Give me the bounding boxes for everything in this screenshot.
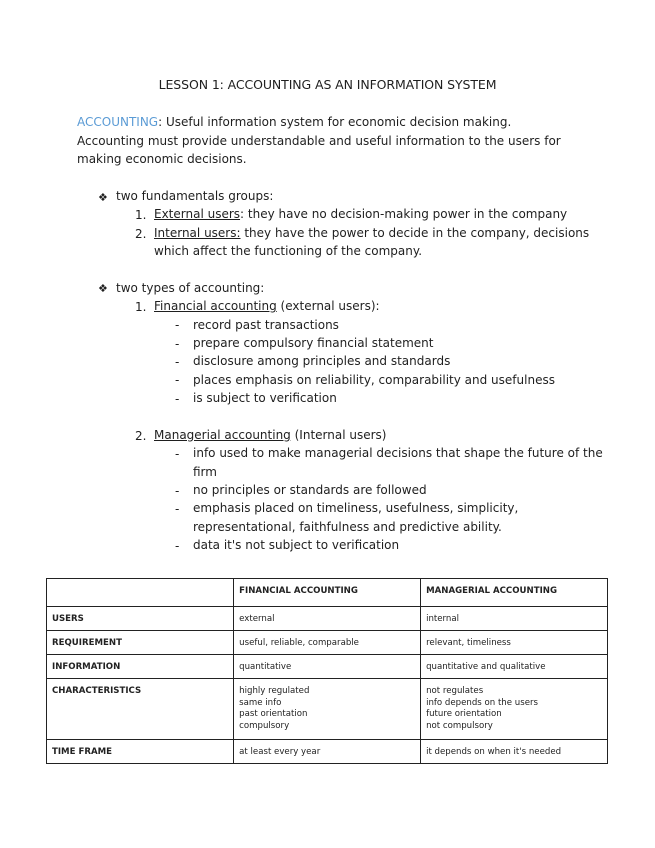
row-label: CHARACTERISTICS [47,679,234,740]
financial-point: places emphasis on reliability, comparability and usefulness [193,373,555,387]
group-desc-continued: which affect the functioning of the company. [154,244,423,258]
table-row [47,655,608,679]
table-row [47,740,608,764]
financial-cell: quantitative [234,655,421,679]
financial-point: is subject to verification [193,391,337,405]
managerial-point: emphasis placed on timeliness, usefulness, simplicity, [193,501,519,515]
dash-bullet: - [175,355,180,369]
dash-bullet: - [175,447,180,461]
financial-point: disclosure among principles and standards [193,354,451,368]
dash-bullet: - [175,318,180,332]
managerial-cell: internal [421,607,608,631]
group-desc: they have the power to decide in the company, decisions [240,226,590,240]
managerial-cell [421,679,608,740]
managerial-point-continued: firm [193,465,217,479]
characteristic-line: future orientation [426,709,502,720]
type-managerial [154,426,386,445]
group-term: External users [154,207,241,221]
group-item-internal [154,224,589,243]
financial-point: prepare compulsory financial statement [193,336,434,350]
table-header-cell: MANAGERIAL ACCOUNTING [421,579,608,607]
type-desc: (external users): [276,299,380,313]
types-heading: two types of accounting: [116,281,265,295]
characteristic-line: past orientation [239,709,308,720]
groups-heading: two fundamentals groups: [116,189,274,203]
managerial-cell: relevant, timeliness [421,631,608,655]
type-financial [154,297,380,316]
financial-point: record past transactions [193,318,339,332]
financial-cell [234,679,421,740]
group-item-external [154,205,567,224]
group-number: 1. [135,208,147,222]
financial-cell: at least every year [234,740,421,764]
financial-cell: useful, reliable, comparable [234,631,421,655]
table-row [47,631,608,655]
accounting-term: ACCOUNTING [77,115,159,129]
intro-text: : Useful information system for economic decision making. Accounting must provide understandable and useful information to the users for making economic decisions. [77,115,561,166]
dash-bullet: - [175,502,180,516]
financial-cell: external [234,607,421,631]
group-term: Internal users: [154,226,241,240]
dash-bullet: - [175,373,180,387]
managerial-point: data it's not subject to verification [193,538,400,552]
characteristic-line: same info [239,697,282,708]
characteristic-line: not compulsory [426,720,493,731]
table-row [47,607,608,631]
managerial-cell: it depends on when it's needed [421,740,608,764]
characteristic-line: highly regulated [239,686,310,696]
table-header-cell [47,579,234,607]
dash-bullet: - [175,337,180,351]
dash-bullet: - [175,484,180,498]
type-term: Managerial accounting [154,428,291,442]
characteristic-line: not regulates [426,686,484,696]
comparison-table [46,578,608,764]
managerial-cell: quantitative and qualitative [421,655,608,679]
dash-bullet: - [175,539,180,553]
row-label: INFORMATION [47,655,234,679]
table-header-row [47,579,608,607]
diamond-bullet-icon: ❖ [98,282,108,295]
row-label: REQUIREMENT [47,631,234,655]
row-label: USERS [47,607,234,631]
group-number: 2. [135,227,147,241]
row-label: TIME FRAME [47,740,234,764]
diamond-bullet-icon: ❖ [98,191,108,204]
managerial-point: info used to make managerial decisions that shape the future of the [193,446,603,460]
type-term: Financial accounting [154,299,277,313]
characteristic-line: info depends on the users [426,697,538,708]
managerial-point: no principles or standards are followed [193,483,427,497]
type-number: 1. [135,300,147,314]
characteristic-line: compulsory [239,720,290,731]
table-row [47,679,608,740]
type-number: 2. [135,429,147,443]
intro-paragraph [77,113,582,169]
page-title: LESSON 1: ACCOUNTING AS AN INFORMATION SYSTEM [158,77,497,92]
type-desc: (Internal users) [290,428,387,442]
dash-bullet: - [175,392,180,406]
managerial-point-continued: representational, faithfulness and predictive ability. [193,520,502,534]
group-desc: : they have no decision-making power in the company [240,207,568,221]
table-header-cell: FINANCIAL ACCOUNTING [234,579,421,607]
